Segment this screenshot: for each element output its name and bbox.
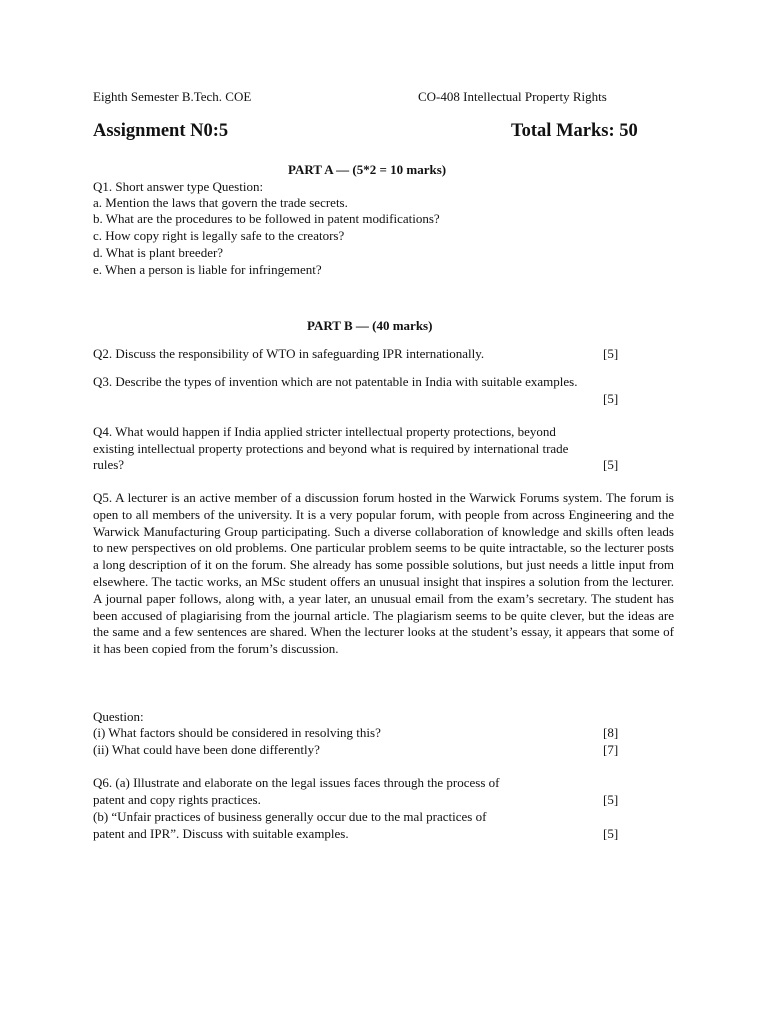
q6-b-line-1: (b) “Unfair practices of business generally occur due to the mal practices of bbox=[93, 809, 487, 824]
q6-b-marks: [5] bbox=[603, 826, 619, 841]
q6-a-line-1: Q6. (a) Illustrate and elaborate on the legal issues faces through the process of bbox=[93, 775, 500, 790]
q1-item-a: a. Mention the laws that govern the trade secrets. bbox=[93, 195, 348, 210]
q2-text: Q2. Discuss the responsibility of WTO in safeguarding IPR internationally. bbox=[93, 346, 485, 361]
q5-sub-ii: (ii) What could have been done differently? bbox=[93, 742, 320, 757]
q4-line-2: existing intellectual property protections and beyond what is required by international trade bbox=[93, 441, 569, 456]
assignment-title: Assignment N0:5 bbox=[93, 121, 229, 141]
q3-marks: [5] bbox=[603, 391, 619, 406]
q3-text: Q3. Describe the types of invention which are not patentable in India with suitable examples. bbox=[93, 374, 578, 389]
course-code-title: CO-408 Intellectual Property Rights bbox=[418, 89, 607, 104]
q4-line-1: Q4. What would happen if India applied stricter intellectual property protections, beyond bbox=[93, 424, 556, 439]
q1-item-e: e. When a person is liable for infringement? bbox=[93, 262, 322, 277]
q6-a-marks: [5] bbox=[603, 792, 619, 807]
q6-a-line-2: patent and copy rights practices. bbox=[93, 792, 261, 807]
q5-sub-i: (i) What factors should be considered in resolving this? bbox=[93, 725, 381, 740]
q1-item-c: c. How copy right is legally safe to the creators? bbox=[93, 228, 345, 243]
q4-line-3: rules? bbox=[93, 457, 125, 472]
course-semester: Eighth Semester B.Tech. COE bbox=[93, 89, 252, 104]
q5-paragraph: Q5. A lecturer is an active member of a discussion forum hosted in the Warwick Forums system. The forum is open to all members of the university. It is a very popular forum, with people from across Engineering and the Warwick Manufacturing Group participating. Such a diverse collaboration of knowledge and skills often leads to new perspectives on old problems. One particular problem seems to be quite intractable, so the lecturer posts a long description of it on the forum. She already has some possible solutions, but just needs a little input from elsewhere. The tactic works, an MSc student offers an unusual insight that inspires a solution from the lecturer. A journal paper follows, along with, a year later, an unusual email from the exam’s secretary. The student has been accused of plagiarising from the journal article. The plagiarism seems to be quite clever, but the ideas are the same and a few sentences are shared. When the lecturer looks at the student’s essay, it appears that some of it has been copied from the forum’s discussion. bbox=[93, 490, 674, 657]
q5-question-label: Question: bbox=[93, 709, 144, 724]
q5-sub-i-marks: [8] bbox=[603, 725, 619, 740]
q2-marks: [5] bbox=[603, 346, 619, 361]
q6-b-line-2: patent and IPR”. Discuss with suitable examples. bbox=[93, 826, 349, 841]
q1-title: Q1. Short answer type Question: bbox=[93, 179, 264, 194]
part-a-heading: PART A — (5*2 = 10 marks) bbox=[288, 162, 447, 177]
total-marks: Total Marks: 50 bbox=[511, 121, 638, 141]
part-b-heading: PART B — (40 marks) bbox=[307, 318, 433, 333]
q1-item-b: b. What are the procedures to be followed in patent modifications? bbox=[93, 211, 440, 226]
q1-item-d: d. What is plant breeder? bbox=[93, 245, 224, 260]
q5-sub-ii-marks: [7] bbox=[603, 742, 619, 757]
q4-marks: [5] bbox=[603, 457, 619, 472]
